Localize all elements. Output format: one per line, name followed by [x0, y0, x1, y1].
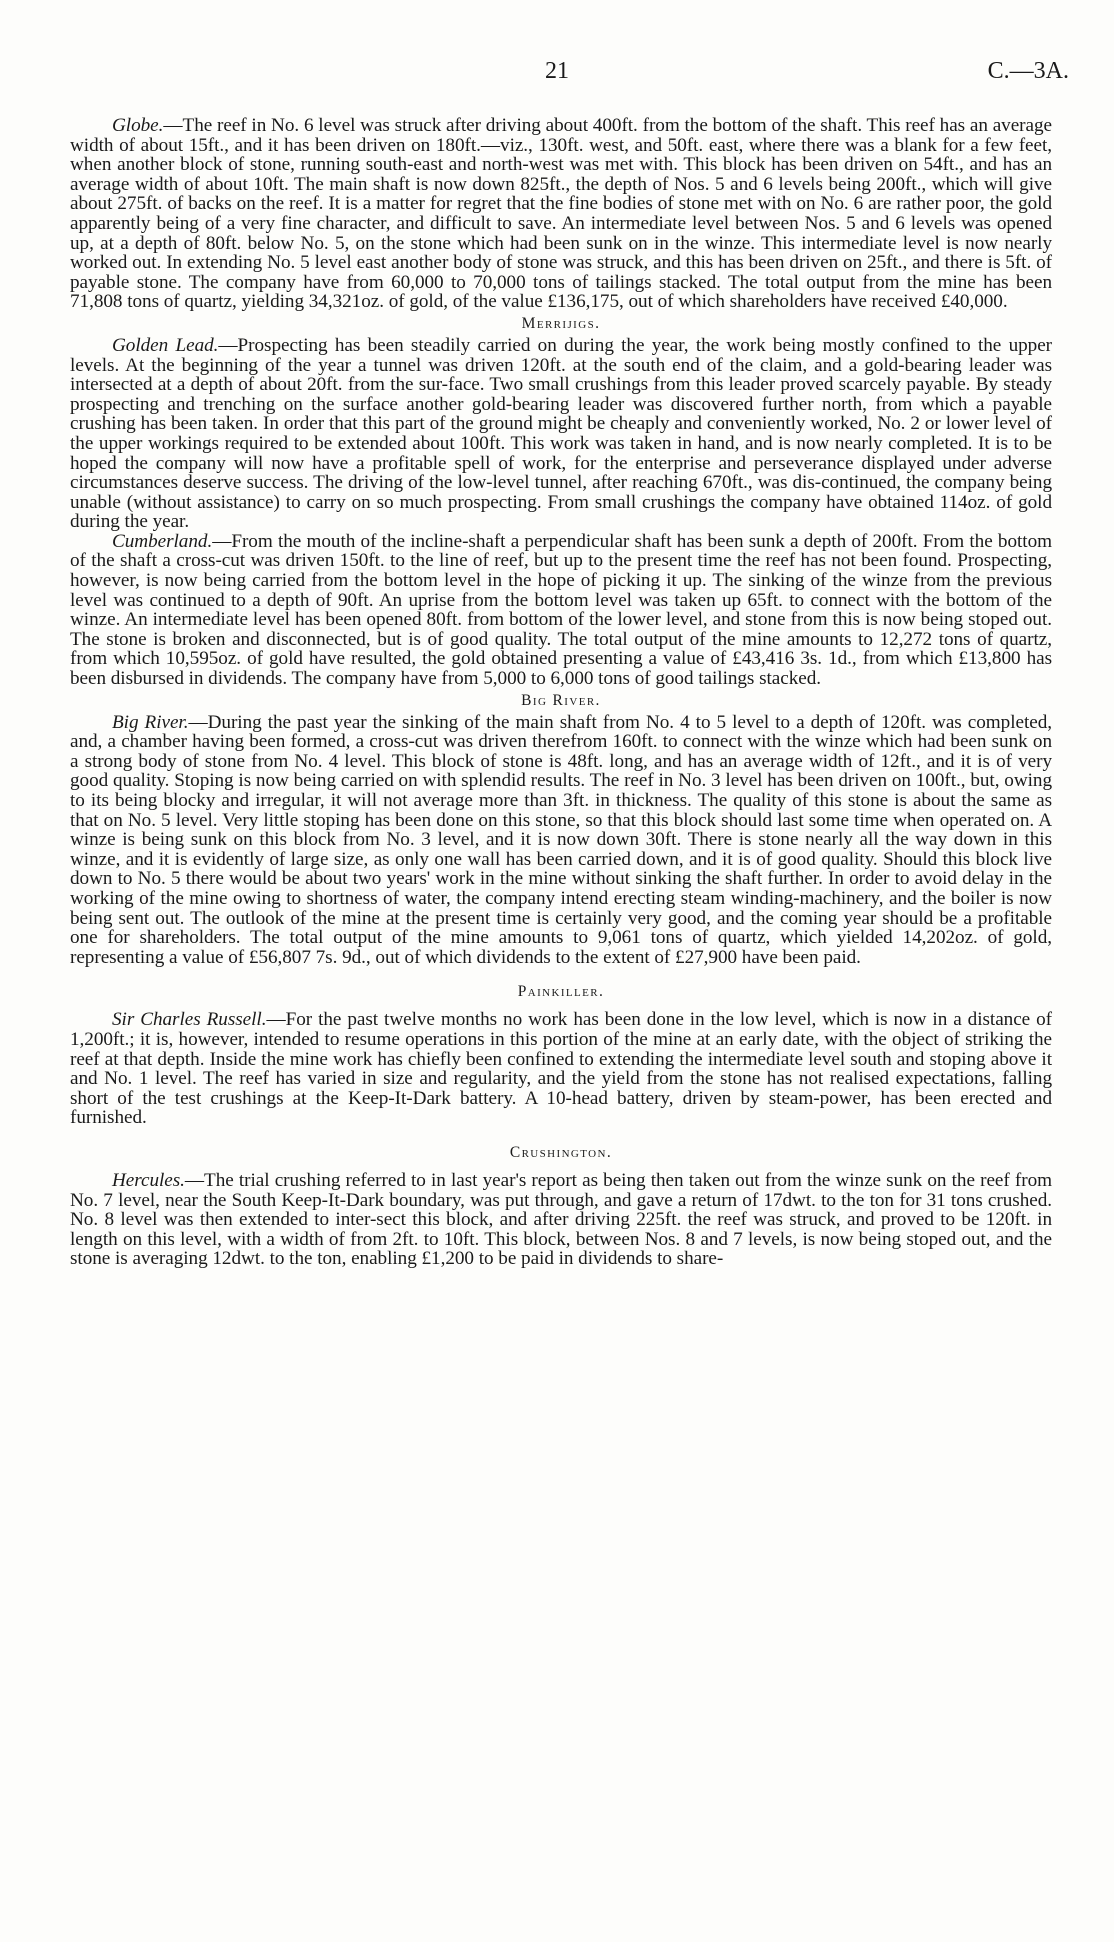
- paragraph-text: —Prospecting has been steadily carried on during the year, the work being mostly confined to the upper levels. At the beginning of the year a tunnel was driven 120ft. at the south end of the claim, and a gold-bearing leader was intersected at a depth of about 20ft. from the sur-face. Two small crushings from this leader proved scarcely payable. By steady prospecting and trenching on the surface another gold-bearing leader was discovered further north, from which a payable crushing has been taken. In order that this part of the ground might be cheaply and conveniently worked, No. 2 or lower level of the upper workings required to be extended about 100ft. This work was taken in hand, and is now nearly completed. It is to be hoped the company will now have a profitable spell of work, for the enterprise and perseverance displayed under adverse circumstances deserve success. The driving of the low-level tunnel, after reaching 670ft., was dis-continued, the company being unable (without assistance) to carry on so much prospecting. From small crushings the company have obtained 114oz. of gold during the year.: [70, 334, 1053, 533]
- paragraph-hercules: [70, 1171, 1052, 1269]
- paragraph-cumberland: [70, 532, 1052, 689]
- section-heading-big-river: Big River.: [521, 691, 601, 709]
- section-heading-crushington: Crushington.: [509, 1143, 613, 1161]
- paragraph-globe: [70, 116, 1052, 312]
- paragraph-text: —The reef in No. 6 level was struck after driving about 400ft. from the bottom of the shaft. This reef has an average width of about 15ft., and it has been driven on 180ft.—viz., 130ft. west, and 50ft. east, where there was a blank for a few feet, when another block of stone, running south-east and north-west was met with. This block has been driven on 54ft., and has an average width of about 10ft. The main shaft is now down 825ft., the depth of Nos. 5 and 6 levels being 200ft., which will give about 275ft. of backs on the reef. It is a matter for regret that the fine bodies of stone met with on No. 6 are rather poor, the gold apparently being of a very fine character, and difficult to save. An intermediate level between Nos. 5 and 6 levels was opened up, at a depth of 80ft. below No. 5, on the stone which had been sunk on in the winze. This intermediate level is now nearly worked out. In extending No. 5 level east another body of stone was struck, and this has been driven on 25ft., and there is 5ft. of payable stone. The company have from 60,000 to 70,000 tons of tailings stacked. The total output from the mine has been 71,808 tons of quartz, yielding 34,321oz. of gold, of the value £136,175, out of which shareholders have received £40,000.: [70, 115, 1052, 313]
- paragraph-lead: Golden Lead.: [112, 334, 219, 356]
- paragraph-lead: Big River.: [112, 711, 189, 733]
- paragraph-lead: Cumberland.: [112, 530, 213, 552]
- page-number: 21: [545, 58, 569, 84]
- section-heading-painkiller: Painkiller.: [517, 983, 605, 1001]
- paragraph-lead: Hercules.: [112, 1169, 185, 1191]
- paragraph-lead: Sir Charles Russell.: [112, 1009, 267, 1031]
- report-body: [70, 116, 1052, 1269]
- paragraph-sir-charles-russell: [70, 1010, 1052, 1128]
- paragraph-text: —The trial crushing referred to in last year's report as being then taken out from the winze sunk on the reef from No. 7 level, near the South Keep-It-Dark boundary, was put through, and gave a return of 17dwt. to the ton for 31 tons crushed. No. 8 level was then extended to inter-sect this block, and after driving 225ft. the reef was struck, and proved to be 120ft. in length on this level, with a width of from 2ft. to 10ft. This block, between Nos. 8 and 7 levels, is now being stoped out, and the stone is averaging 12dwt. to the ton, enabling £1,200 to be paid in dividends to share-: [70, 1169, 1052, 1270]
- paragraph-text: —During the past year the sinking of the main shaft from No. 4 to 5 level to a depth of 120ft. was completed, and, a chamber having been formed, a cross-cut was driven therefrom 160ft. to connect with the winze which had been sunk on a strong body of stone from No. 4 level. This block of stone is 48ft. long, and has an average width of 12ft., and it is of very good quality. Stoping is now being carried on with splendid results. The reef in No. 3 level has been driven on 100ft., but, owing to its being blocky and irregular, it will not average more than 3ft. in thickness. The quality of this stone is about the same as that on No. 5 level. Very little stoping has been done on this stone, so that this block should last some time when operated on. A winze is being sunk on this block from No. 3 level, and it is now down 30ft. There is stone nearly all the way down in this winze, and it is evidently of large size, as only one wall has been carried down, and it is of good quality. Should this block live down to No. 5 there would be about two years' work in the mine without sinking the shaft further. In order to avoid delay in the working of the mine owing to shortness of water, the company intend erecting steam winding-machinery, and the boiler is now being sent out. The outlook of the mine at the present time is certainly very good, and the coming year should be a profitable one for shareholders. The total output of the mine amounts to 9,061 tons of quartz, which yielded 14,202oz. of gold, representing a value of £56,807 7s. 9d., out of which dividends to the extent of £27,900 have been paid.: [70, 711, 1052, 968]
- paragraph-text: —For the past twelve months no work has been done in the low level, which is now in a distance of 1,200ft.; it is, however, intended to resume operations in this portion of the mine at an early date, with the object of striking the reef at that depth. Inside the mine work has chiefly been confined to extending the intermediate level south and stoping above it and No. 1 level. The reef has varied in size and regularity, and the yield from the stone has not realised expectations, falling short of the test crushings at the Keep-It-Dark battery. A 10-head battery, driven by steam-power, has been erected and furnished.: [70, 1009, 1052, 1129]
- paragraph-golden-lead: [70, 336, 1052, 532]
- document-reference: C.—3A.: [987, 58, 1069, 84]
- paragraph-text: —From the mouth of the incline-shaft a perpendicular shaft has been sunk a depth of 200ft. From the bottom of the shaft a cross-cut was driven 150ft. to the line of reef, but up to the present time the reef has not been found. Prospecting, however, is now being carried from the bottom level in the hope of picking it up. The sinking of the winze from the previous level was continued to a depth of 90ft. An uprise from the bottom level was taken up 65ft. to connect with the bottom of the winze. An intermediate level has been opened 80ft. from bottom of the lower level, and stone from this is now being stoped out. The stone is broken and disconnected, but is of good quality. The total output of the mine amounts to 12,272 tons of quartz, from which 10,595oz. of gold have resulted, the gold obtained presenting a value of £43,416 3s. 1d., from which £13,800 has been disbursed in dividends. The company have from 5,000 to 6,000 tons of good tailings stacked.: [70, 530, 1052, 690]
- paragraph-lead: Globe.: [112, 115, 164, 136]
- section-heading-merrijigs: Merrijigs.: [521, 314, 601, 332]
- page-header: [0, 58, 1114, 92]
- paragraph-big-river: [70, 713, 1052, 968]
